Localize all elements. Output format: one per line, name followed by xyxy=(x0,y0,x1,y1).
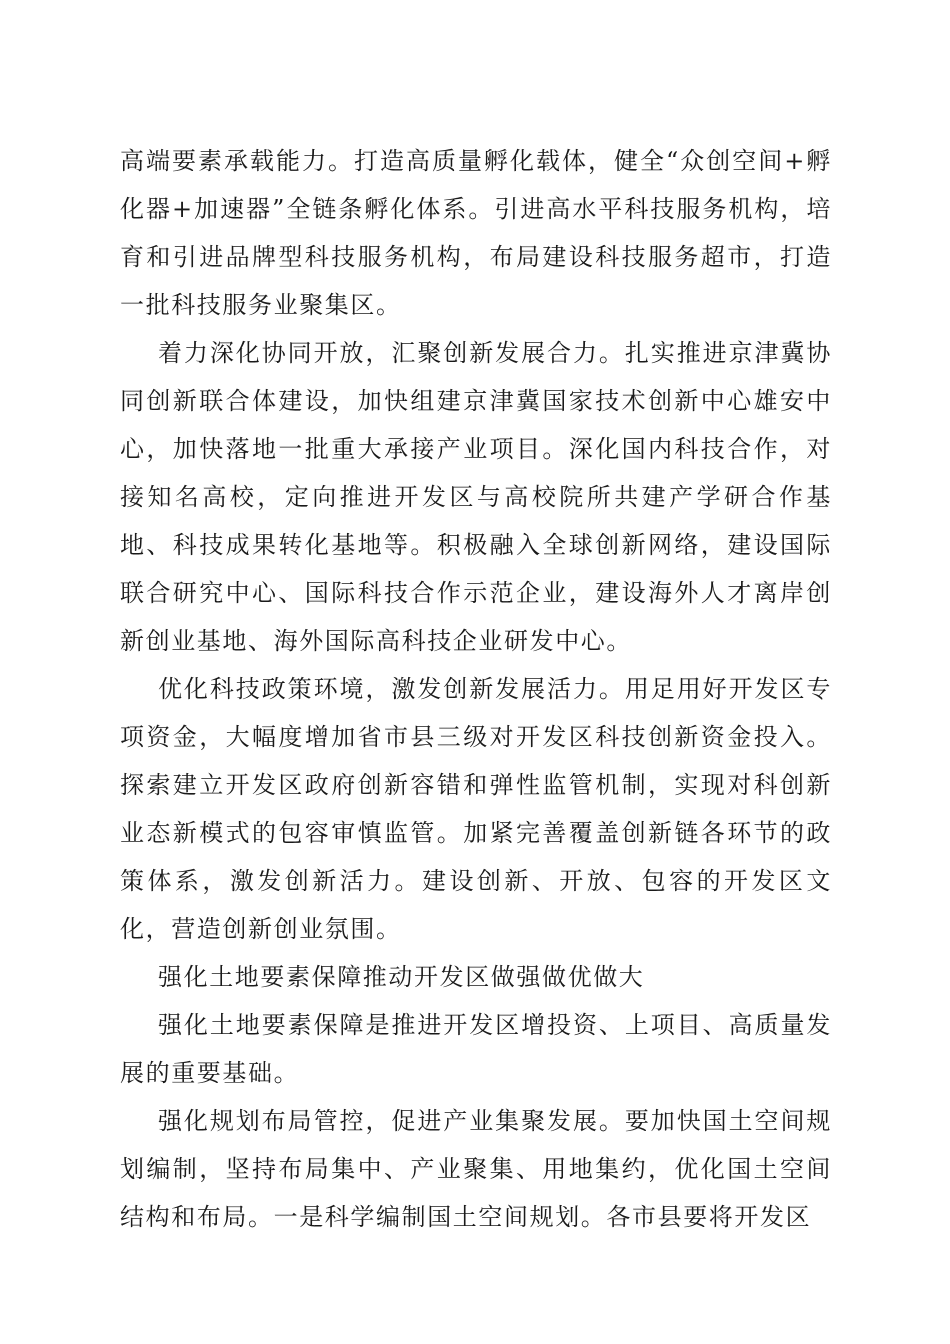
paragraph-policy-environment: 优化科技政策环境，激发创新发展活力。用足用好开发区专项资金，大幅度增加省市县三级对开发区科技创新资金投入。探索建立开发区政府创新容错和弹性监管机制，实现对科创新业态新模式的包容审慎监管。加紧完善覆盖创新链各环节的政策体系，激发创新活力。建设创新、开放、包容的开发区文化，营造创新创业氛围。 xyxy=(120,675,832,943)
paragraph-continuation: 高端要素承载能力。打造高质量孵化载体，健全“众创空间+孵化器+加速器”全链条孵化体系。引进高水平科技服务机构，培育和引进品牌型科技服务机构，布局建设科技服务超市，打造一批科技服务业聚集区。 xyxy=(120,147,832,319)
paragraph-coordinated-opening: 着力深化协同开放，汇聚创新发展合力。扎实推进京津冀协同创新联合体建设，加快组建京津冀国家技术创新中心雄安中心，加快落地一批重大承接产业项目。深化国内科技合作，对接知名高校，定向推进开发区与高校院所共建产学研合作基地、科技成果转化基地等。积极融入全球创新网络，建设国际联合研究中心、国际科技合作示范企业，建设海外人才离岸创新创业基地、海外国际高科技企业研发中心。 xyxy=(120,339,832,655)
paragraph-planning-layout: 强化规划布局管控，促进产业集聚发展。要加快国土空间规划编制，坚持布局集中、产业聚集、用地集约，优化国土空间结构和布局。一是科学编制国土空间规划。各市县要将开发区 xyxy=(120,1107,832,1231)
document-page xyxy=(120,137,832,1241)
paragraph-land-intro: 强化土地要素保障是推进开发区增投资、上项目、高质量发展的重要基础。 xyxy=(120,1011,832,1087)
section-heading: 强化土地要素保障推动开发区做强做优做大 xyxy=(158,963,645,991)
